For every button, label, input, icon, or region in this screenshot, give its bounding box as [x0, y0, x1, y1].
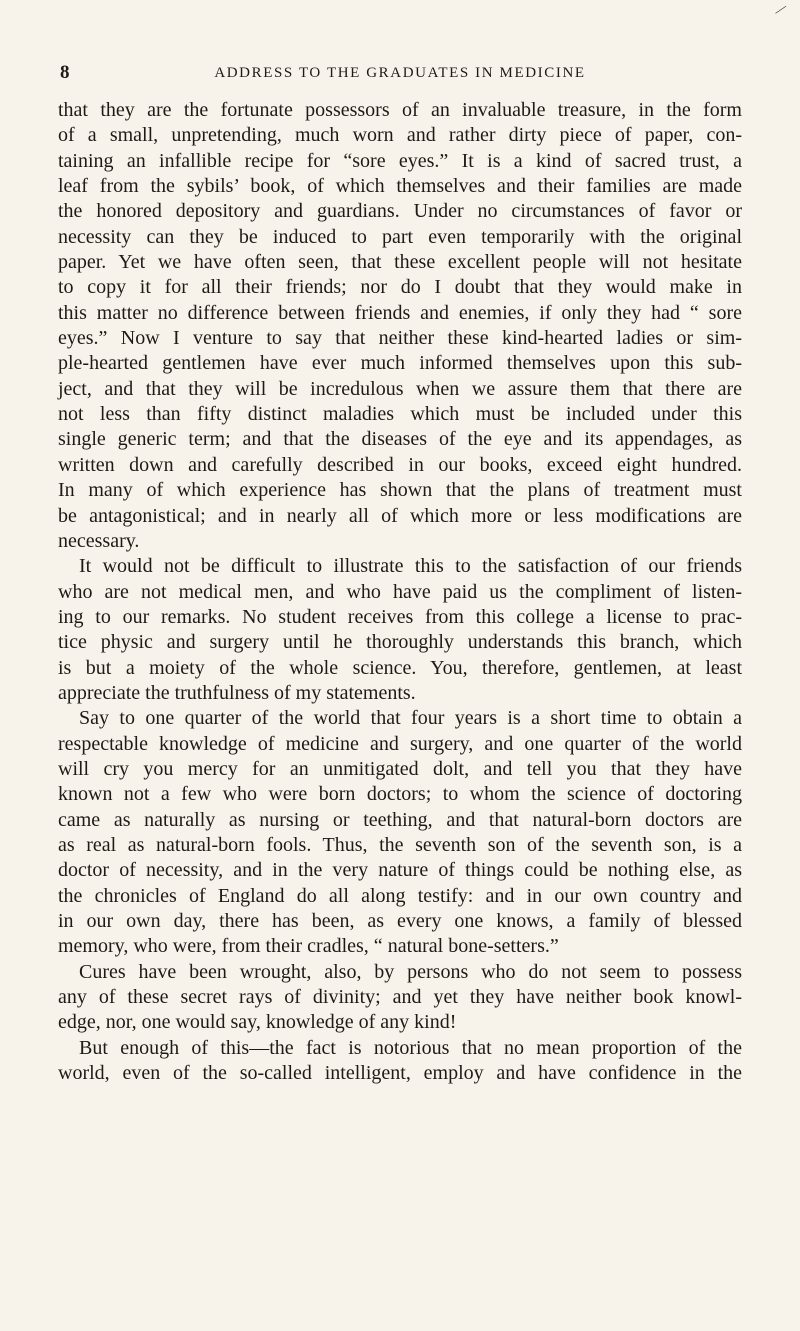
paragraph-5	[58, 1036, 742, 1087]
text-line: is but a moiety of the whole science. You, therefore, gentlemen, at least	[58, 656, 742, 679]
text-line: world, even of the so-called intelligent, employ and have confidence in the	[58, 1062, 742, 1085]
text-line: not less than fifty distinct maladies which must be included under this	[58, 403, 742, 426]
text-line: single generic term; and that the diseases of the eye and its appendages, as	[58, 428, 742, 451]
running-head: ADDRESS TO THE GRADUATES IN MEDICINE	[214, 65, 586, 81]
text-line: ject, and that they will be incredulous when we assure them that there are	[58, 377, 742, 400]
text-line: taining an infallible recipe for “sore eyes.” It is a kind of sacred trust, a	[58, 149, 742, 172]
text-line: tice physic and surgery until he thoroughly understands this branch, which	[58, 631, 742, 654]
text-line: eyes.” Now I venture to say that neither these kind-hearted ladies or sim-	[58, 327, 742, 350]
text-line: in our own day, there has been, as every one knows, a family of blessed	[58, 910, 742, 932]
text-line: Cures have been wrought, also, by persons who do not seem to possess	[79, 960, 742, 983]
text-line: this matter no difference between friends and enemies, if only they had “ sore	[58, 301, 742, 324]
paragraph-3	[58, 706, 742, 959]
text-line: known not a few who were born doctors; to whom the science of doctoring	[58, 783, 742, 806]
corner-mark: ⁄	[776, 2, 785, 19]
text-line: the chronicles of England do all along testify: and in our own country and	[58, 884, 742, 907]
text-line: memory, who were, from their cradles, “ natural bone-setters.”	[58, 935, 559, 958]
text-line: that they are the fortunate possessors of an invaluable treasure, in the form	[58, 99, 742, 121]
text-line: be antagonistical; and in nearly all of which more or less modifications are	[58, 504, 742, 527]
text-line: appreciate the truthfulness of my statements.	[58, 681, 416, 704]
text-line: But enough of this—the fact is notorious that no mean proportion of the	[79, 1036, 742, 1059]
text-line: will cry you mercy for an unmitigated dolt, and tell you that they have	[58, 757, 742, 780]
text-line: who are not medical men, and who have paid us the compliment of listen-	[58, 580, 742, 603]
text-line: doctor of necessity, and in the very nature of things could be nothing else, as	[58, 859, 742, 882]
text-line: In many of which experience has shown that the plans of treatment must	[58, 479, 742, 502]
text-line: It would not be difficult to illustrate this to the satisfaction of our friends	[79, 555, 742, 578]
text-line: written down and carefully described in our books, exceed eight hundred.	[58, 453, 742, 476]
text-line: paper. Yet we have often seen, that these excellent people will not hesitate	[58, 251, 742, 274]
text-line: respectable knowledge of medicine and surgery, and one quarter of the world	[58, 732, 742, 755]
text-line: leaf from the sybils’ book, of which themselves and their families are made	[58, 175, 742, 198]
text-line: necessary.	[58, 529, 140, 552]
text-line: of a small, unpretending, much worn and rather dirty piece of paper, con-	[58, 124, 742, 147]
text-line: ple-hearted gentlemen have ever much informed themselves upon this sub-	[58, 352, 742, 375]
text-line: necessity can they be induced to part even temporarily with the original	[58, 225, 742, 248]
text-line: any of these secret rays of divinity; and yet they have neither book knowl-	[58, 986, 742, 1009]
paragraph-4	[58, 960, 742, 1036]
text-line: came as naturally as nursing or teething, and that natural-born doctors are	[58, 808, 742, 831]
paragraph-2	[58, 554, 742, 706]
paragraph-1	[58, 98, 742, 554]
page-header	[60, 60, 740, 86]
page-number: 8	[60, 62, 70, 83]
text-line: as real as natural-born fools. Thus, the seventh son of the seventh son, is a	[58, 833, 742, 856]
text-line: to copy it for all their friends; nor do I doubt that they would make in	[58, 276, 742, 299]
text-line: the honored depository and guardians. Under no circumstances of favor or	[58, 200, 742, 223]
text-line: edge, nor, one would say, knowledge of any kind!	[58, 1011, 457, 1034]
body-text	[58, 98, 742, 1086]
text-line: ing to our remarks. No student receives from this college a license to prac-	[58, 605, 742, 628]
text-line: Say to one quarter of the world that four years is a short time to obtain a	[79, 707, 742, 730]
